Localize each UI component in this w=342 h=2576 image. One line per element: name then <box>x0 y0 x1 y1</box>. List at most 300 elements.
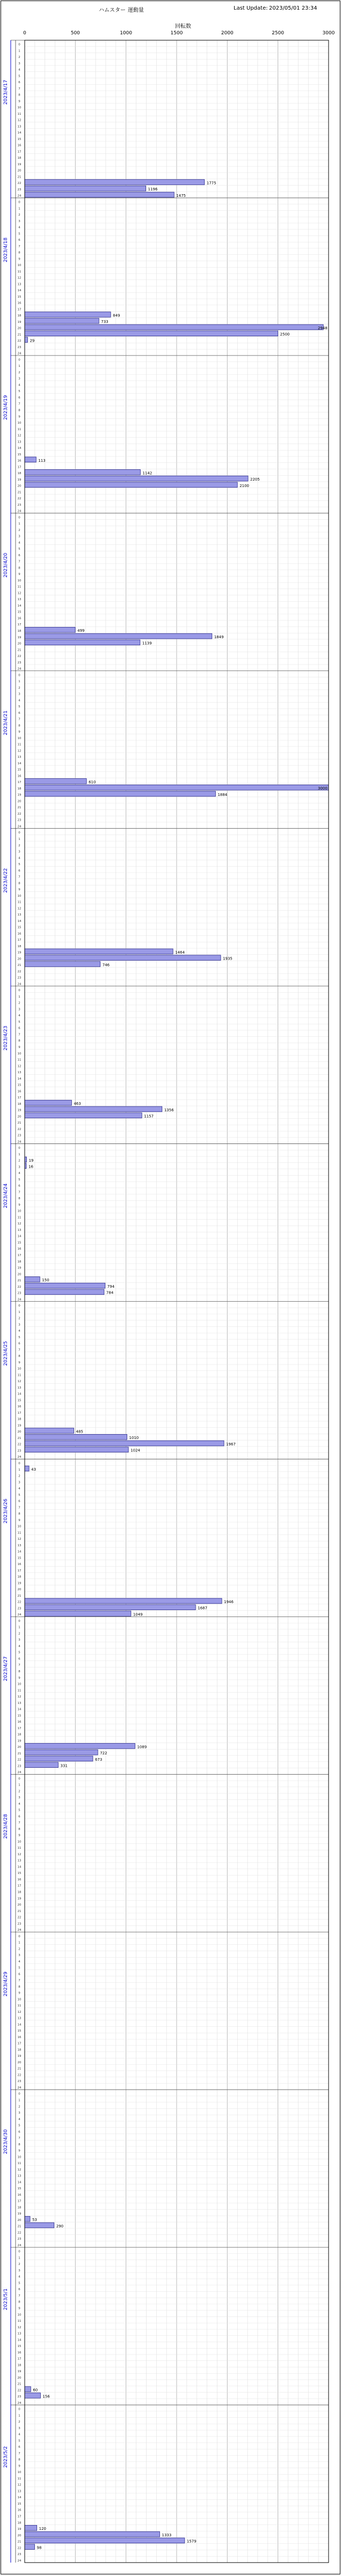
hour-label: 15 <box>17 926 21 929</box>
bar <box>25 1434 127 1440</box>
hour-label: 10 <box>17 2313 21 2317</box>
x-tick-label: 1000 <box>120 31 133 36</box>
hour-label: 6 <box>18 2130 20 2134</box>
hour-label: 14 <box>17 1392 21 1396</box>
hour-label: 23 <box>17 2238 21 2241</box>
hour-label: 11 <box>17 1058 21 1062</box>
hour-label: 22 <box>17 1443 21 1446</box>
hour-label: 5 <box>18 548 20 551</box>
hour-label: 12 <box>17 1065 21 1068</box>
hour-label: 15 <box>17 610 21 614</box>
bar-value-label: 1579 <box>186 2539 197 2544</box>
hour-label: 8 <box>18 882 20 885</box>
hour-label: 20 <box>17 1588 21 1592</box>
bar <box>25 337 27 343</box>
hour-label: 4 <box>18 2433 20 2437</box>
hour-label: 4 <box>18 857 20 860</box>
bar-value-label: 156 <box>42 2394 50 2399</box>
hour-label: 8 <box>18 566 20 570</box>
hour-label: 16 <box>17 2193 21 2197</box>
hour-label: 23 <box>17 2395 21 2399</box>
bar-value-label: 290 <box>56 2224 64 2228</box>
hour-label: 15 <box>17 1556 21 1560</box>
hour-label: 1 <box>18 522 20 526</box>
hour-label: 11 <box>17 1216 21 1220</box>
bar <box>25 1276 40 1282</box>
hour-label: 1 <box>18 1941 20 1945</box>
hour-label: 4 <box>18 2275 20 2279</box>
hour-label: 7 <box>18 560 20 564</box>
hour-label: 19 <box>17 1897 21 1901</box>
bar <box>25 1605 195 1610</box>
hour-label: 1 <box>18 49 20 53</box>
bar-value-label: 120 <box>39 2527 47 2531</box>
last-update-label: Last Update: <box>234 5 268 11</box>
hour-label: 19 <box>17 2055 21 2058</box>
hour-label: 6 <box>18 869 20 873</box>
hour-label: 24 <box>17 1929 21 1932</box>
hour-label: 18 <box>17 1891 21 1894</box>
bar <box>25 2525 37 2530</box>
hour-label: 2 <box>18 56 20 60</box>
hour-label: 15 <box>17 2502 21 2506</box>
hour-label: 6 <box>18 2288 20 2292</box>
hour-label: 0 <box>18 1619 20 1623</box>
hour-label: 22 <box>17 2073 21 2077</box>
hour-label: 23 <box>17 1765 21 1768</box>
hour-label: 9 <box>18 1361 20 1364</box>
hour-label: 16 <box>17 1721 21 1724</box>
bar <box>25 2544 34 2550</box>
bar <box>25 1283 105 1288</box>
hour-label: 3 <box>18 2112 20 2115</box>
hour-label: 6 <box>18 1027 20 1030</box>
day-label: 2023/4/30 <box>3 2129 9 2154</box>
bar <box>25 627 75 632</box>
bar <box>25 1744 135 1749</box>
bar-value-label: 1333 <box>162 2533 172 2537</box>
hour-label: 9 <box>18 730 20 734</box>
hour-label: 7 <box>18 1506 20 1510</box>
hour-label: 17 <box>17 466 21 469</box>
hour-label: 3 <box>18 1165 20 1169</box>
bar-value-label: 794 <box>107 1284 115 1289</box>
hour-label: 19 <box>17 793 21 797</box>
hour-label: 1 <box>18 365 20 368</box>
day-label: 2023/4/17 <box>3 79 9 105</box>
hour-label: 13 <box>17 1859 21 1863</box>
bar-value-label: 722 <box>100 1751 107 1756</box>
hour-label: 12 <box>17 592 21 595</box>
bar-value-label: 499 <box>77 629 85 633</box>
hour-label: 2 <box>18 2263 20 2267</box>
hour-label: 19 <box>17 320 21 324</box>
day-label: 2023/4/29 <box>3 1972 9 1997</box>
bar-value-label: 733 <box>101 320 108 324</box>
hour-label: 19 <box>17 1266 21 1270</box>
hour-label: 22 <box>17 497 21 501</box>
bar-value-label: 2100 <box>239 483 250 488</box>
hour-label: 2 <box>18 1790 20 1793</box>
hour-label: 2 <box>18 1317 20 1320</box>
bar <box>25 1113 142 1118</box>
hour-label: 9 <box>18 257 20 261</box>
hour-label: 22 <box>17 2389 21 2393</box>
bar <box>25 640 140 645</box>
hour-label: 12 <box>17 1380 21 1384</box>
hour-label: 10 <box>17 1367 21 1371</box>
hour-label: 4 <box>18 1172 20 1176</box>
hour-label: 8 <box>18 1512 20 1516</box>
bar <box>25 2387 31 2392</box>
bar-value-label: 610 <box>89 780 96 785</box>
bar <box>25 331 278 336</box>
hour-label: 5 <box>18 863 20 867</box>
bar <box>25 779 86 784</box>
bar-value-label: 1775 <box>206 181 216 186</box>
bar <box>25 482 237 488</box>
hour-label: 12 <box>17 2483 21 2487</box>
bar <box>25 457 36 462</box>
hour-label: 3 <box>18 2269 20 2272</box>
hour-label: 11 <box>17 2477 21 2481</box>
hour-label: 18 <box>17 2521 21 2525</box>
hour-label: 22 <box>17 2231 21 2235</box>
bar-value-label: 2500 <box>280 332 290 337</box>
bar <box>25 2223 54 2228</box>
bar <box>25 1157 27 1162</box>
hour-label: 20 <box>17 642 21 646</box>
hour-label: 9 <box>18 2149 20 2153</box>
hour-label: 6 <box>18 2446 20 2449</box>
hour-label: 24 <box>17 825 21 829</box>
hour-label: 11 <box>17 112 21 116</box>
bar-value-label: 673 <box>94 1757 103 1762</box>
hour-label: 21 <box>17 1279 21 1283</box>
hour-label: 13 <box>17 2332 21 2336</box>
hour-label: 20 <box>17 327 21 330</box>
hour-label: 15 <box>17 295 21 299</box>
hour-label: 13 <box>17 440 21 444</box>
bar-value-label: 2948 <box>318 326 328 330</box>
hour-label: 6 <box>18 1342 20 1346</box>
hour-label: 3 <box>18 219 20 223</box>
day-label: 2023/4/24 <box>3 1183 9 1208</box>
hour-label: 12 <box>17 1695 21 1699</box>
hour-label: 4 <box>18 699 20 703</box>
hour-label: 4 <box>18 2117 20 2121</box>
hour-label: 20 <box>17 2061 21 2064</box>
hour-label: 11 <box>17 427 21 431</box>
bar-value-label: 53 <box>32 2218 37 2223</box>
hour-label: 2 <box>18 1632 20 1636</box>
hour-label: 18 <box>17 2048 21 2052</box>
hour-label: 11 <box>17 743 21 747</box>
hour-label: 21 <box>17 2382 21 2386</box>
hour-label: 21 <box>17 1909 21 1913</box>
hour-label: 8 <box>18 93 20 97</box>
hour-label: 3 <box>18 377 20 381</box>
hour-label: 20 <box>17 1903 21 1907</box>
hour-label: 2 <box>18 1474 20 1478</box>
bar <box>25 1100 71 1105</box>
hour-label: 11 <box>17 1374 21 1377</box>
hour-label: 15 <box>17 768 21 772</box>
hour-label: 21 <box>17 2067 21 2071</box>
hour-label: 5 <box>18 1651 20 1655</box>
bar <box>25 1289 104 1295</box>
hour-label: 9 <box>18 1046 20 1049</box>
hour-label: 24 <box>17 1140 21 1144</box>
hour-label: 23 <box>17 2553 21 2557</box>
hour-label: 21 <box>17 1594 21 1598</box>
hour-label: 22 <box>17 182 21 186</box>
hour-label: 10 <box>17 2156 21 2159</box>
hour-label: 16 <box>17 932 21 936</box>
hour-label: 20 <box>17 169 21 173</box>
bar <box>25 949 173 954</box>
hour-label: 23 <box>17 976 21 980</box>
bar <box>25 1762 58 1768</box>
bar-value-label: 113 <box>38 458 46 463</box>
hour-label: 2 <box>18 213 20 217</box>
hour-label: 3 <box>18 692 20 696</box>
hour-label: 20 <box>17 2218 21 2222</box>
hour-label: 22 <box>17 1600 21 1604</box>
hour-label: 18 <box>17 1102 21 1106</box>
hour-label: 0 <box>18 2092 20 2096</box>
x-axis-title: 回転数 <box>175 24 191 29</box>
hour-label: 2 <box>18 2105 20 2109</box>
hour-label: 16 <box>17 301 21 305</box>
hour-label: 0 <box>18 674 20 677</box>
hour-label: 4 <box>18 1802 20 1806</box>
bar-value-label: 1196 <box>148 187 158 192</box>
hour-label: 3 <box>18 535 20 538</box>
hour-label: 19 <box>17 951 21 955</box>
hour-label: 10 <box>17 1840 21 1844</box>
hour-label: 22 <box>17 655 21 659</box>
hour-label: 12 <box>17 1538 21 1541</box>
hour-label: 24 <box>17 2243 21 2247</box>
hour-label: 5 <box>18 390 20 394</box>
hour-label: 17 <box>17 939 21 942</box>
bar <box>25 2538 185 2543</box>
hour-label: 12 <box>17 1852 21 1856</box>
hour-label: 6 <box>18 1500 20 1503</box>
bar-value-label: 1687 <box>198 1606 208 1611</box>
bar <box>25 2216 30 2221</box>
hour-label: 5 <box>18 2282 20 2285</box>
hour-label: 6 <box>18 711 20 715</box>
hour-label: 3 <box>18 2426 20 2430</box>
last-update-time: 2023/05/01 23:34 <box>269 5 317 11</box>
hour-label: 11 <box>17 2004 21 2008</box>
day-label: 2023/4/23 <box>3 1025 9 1051</box>
hour-label: 21 <box>17 1436 21 1440</box>
day-label: 2023/4/20 <box>3 552 9 578</box>
bar-value-label: 1010 <box>129 1436 139 1441</box>
hour-label: 15 <box>17 1241 21 1245</box>
hour-label: 21 <box>17 175 21 179</box>
hour-label: 8 <box>18 2143 20 2146</box>
bar <box>25 470 140 475</box>
hour-label: 18 <box>17 1260 21 1264</box>
hour-label: 1 <box>18 1310 20 1314</box>
hour-label: 13 <box>17 1228 21 1232</box>
hour-label: 9 <box>18 2464 20 2468</box>
hour-label: 17 <box>17 1411 21 1415</box>
hour-label: 13 <box>17 913 21 917</box>
hour-label: 15 <box>17 2187 21 2191</box>
hour-label: 4 <box>18 541 20 545</box>
hour-label: 7 <box>18 1033 20 1037</box>
bar-value-label: 19 <box>28 1158 34 1163</box>
x-tick-label: 2000 <box>221 31 234 36</box>
hour-label: 0 <box>18 516 20 520</box>
hour-label: 7 <box>18 2294 20 2298</box>
hour-label: 21 <box>17 964 21 968</box>
hour-label: 14 <box>17 1077 21 1081</box>
hour-label: 9 <box>18 2307 20 2311</box>
hour-label: 13 <box>17 2017 21 2020</box>
hour-label: 12 <box>17 119 21 122</box>
hour-label: 22 <box>17 970 21 973</box>
hour-label: 17 <box>17 2199 21 2203</box>
hour-label: 3 <box>18 1008 20 1012</box>
hour-label: 0 <box>18 201 20 204</box>
hour-label: 20 <box>17 800 21 803</box>
hour-label: 19 <box>17 2528 21 2531</box>
hour-label: 19 <box>17 163 21 166</box>
x-tick-label: 500 <box>70 31 80 36</box>
day-label: 2023/4/19 <box>3 395 9 420</box>
hour-label: 20 <box>17 957 21 961</box>
hour-label: 5 <box>18 232 20 236</box>
bar <box>25 1756 93 1761</box>
hour-label: 17 <box>17 2515 21 2519</box>
hour-label: 9 <box>18 1676 20 1680</box>
hour-label: 16 <box>17 617 21 621</box>
hour-label: 17 <box>17 2042 21 2046</box>
day-label: 2023/5/1 <box>3 2288 9 2311</box>
hour-label: 14 <box>17 1550 21 1554</box>
hour-label: 3 <box>18 1954 20 1958</box>
hour-label: 17 <box>17 1569 21 1573</box>
hour-label: 7 <box>18 1191 20 1194</box>
hour-label: 23 <box>17 818 21 822</box>
hour-label: 22 <box>17 339 21 343</box>
hour-label: 19 <box>17 1739 21 1743</box>
hour-label: 18 <box>17 2364 21 2367</box>
x-tick-label: 1500 <box>170 31 183 36</box>
bar <box>25 312 111 318</box>
hour-label: 3 <box>18 1796 20 1800</box>
bar <box>25 955 221 961</box>
bar <box>25 476 248 481</box>
hour-label: 13 <box>17 283 21 286</box>
hour-label: 20 <box>17 1115 21 1119</box>
hour-label: 16 <box>17 144 21 147</box>
hour-label: 21 <box>17 491 21 494</box>
hour-label: 9 <box>18 888 20 892</box>
hour-label: 23 <box>17 1922 21 1926</box>
bar <box>25 1750 98 1755</box>
bar-value-label: 98 <box>37 2545 42 2550</box>
hour-label: 12 <box>17 2010 21 2014</box>
bar-value-label: 1142 <box>142 471 152 476</box>
hour-label: 0 <box>18 1777 20 1781</box>
hour-label: 4 <box>18 1644 20 1648</box>
bar-value-label: 1946 <box>224 1599 234 1604</box>
hour-label: 8 <box>18 2458 20 2462</box>
hour-label: 7 <box>18 87 20 91</box>
bar <box>25 2393 40 2398</box>
hour-label: 16 <box>17 1248 21 1251</box>
bar <box>25 785 329 790</box>
day-label: 2023/4/18 <box>3 237 9 263</box>
hour-label: 2 <box>18 528 20 532</box>
hour-label: 0 <box>18 831 20 835</box>
hour-label: 11 <box>17 2320 21 2323</box>
hour-label: 0 <box>18 1935 20 1938</box>
hour-label: 18 <box>17 157 21 160</box>
day-label: 2023/4/27 <box>3 1656 9 1681</box>
hour-label: 4 <box>18 226 20 230</box>
hour-label: 23 <box>17 345 21 349</box>
hour-label: 10 <box>17 579 21 582</box>
bar <box>25 2531 159 2537</box>
hour-label: 24 <box>17 983 21 986</box>
hour-label: 23 <box>17 503 21 507</box>
hour-label: 24 <box>17 2401 21 2405</box>
hour-label: 14 <box>17 2181 21 2184</box>
hour-label: 19 <box>17 1109 21 1112</box>
hour-label: 15 <box>17 2345 21 2349</box>
hour-label: 14 <box>17 919 21 923</box>
hour-label: 2 <box>18 844 20 847</box>
hour-label: 16 <box>17 1878 21 1881</box>
hour-label: 18 <box>17 1733 21 1737</box>
hour-label: 16 <box>17 459 21 463</box>
hour-label: 16 <box>17 2035 21 2039</box>
hour-label: 11 <box>17 1531 21 1535</box>
hour-label: 22 <box>17 1758 21 1762</box>
bar <box>25 1428 74 1434</box>
hour-label: 7 <box>18 1664 20 1667</box>
hour-label: 24 <box>17 1771 21 1775</box>
hour-label: 4 <box>18 1014 20 1018</box>
hour-label: 8 <box>18 1197 20 1201</box>
hour-label: 14 <box>17 762 21 765</box>
hour-label: 19 <box>17 1582 21 1585</box>
hour-label: 13 <box>17 1386 21 1390</box>
x-tick-label: 0 <box>23 31 26 36</box>
hour-label: 8 <box>18 251 20 255</box>
hour-label: 9 <box>18 573 20 577</box>
hour-label: 14 <box>17 1865 21 1869</box>
hour-label: 9 <box>18 100 20 104</box>
bar <box>25 962 100 967</box>
hour-label: 4 <box>18 68 20 72</box>
bar-value-label: 1089 <box>137 1745 147 1750</box>
bar <box>25 1611 131 1617</box>
hour-label: 24 <box>17 2559 21 2563</box>
hour-label: 15 <box>17 1714 21 1718</box>
bar-value-label: 2205 <box>250 477 260 482</box>
hour-label: 19 <box>17 636 21 639</box>
hour-label: 17 <box>17 1253 21 1257</box>
